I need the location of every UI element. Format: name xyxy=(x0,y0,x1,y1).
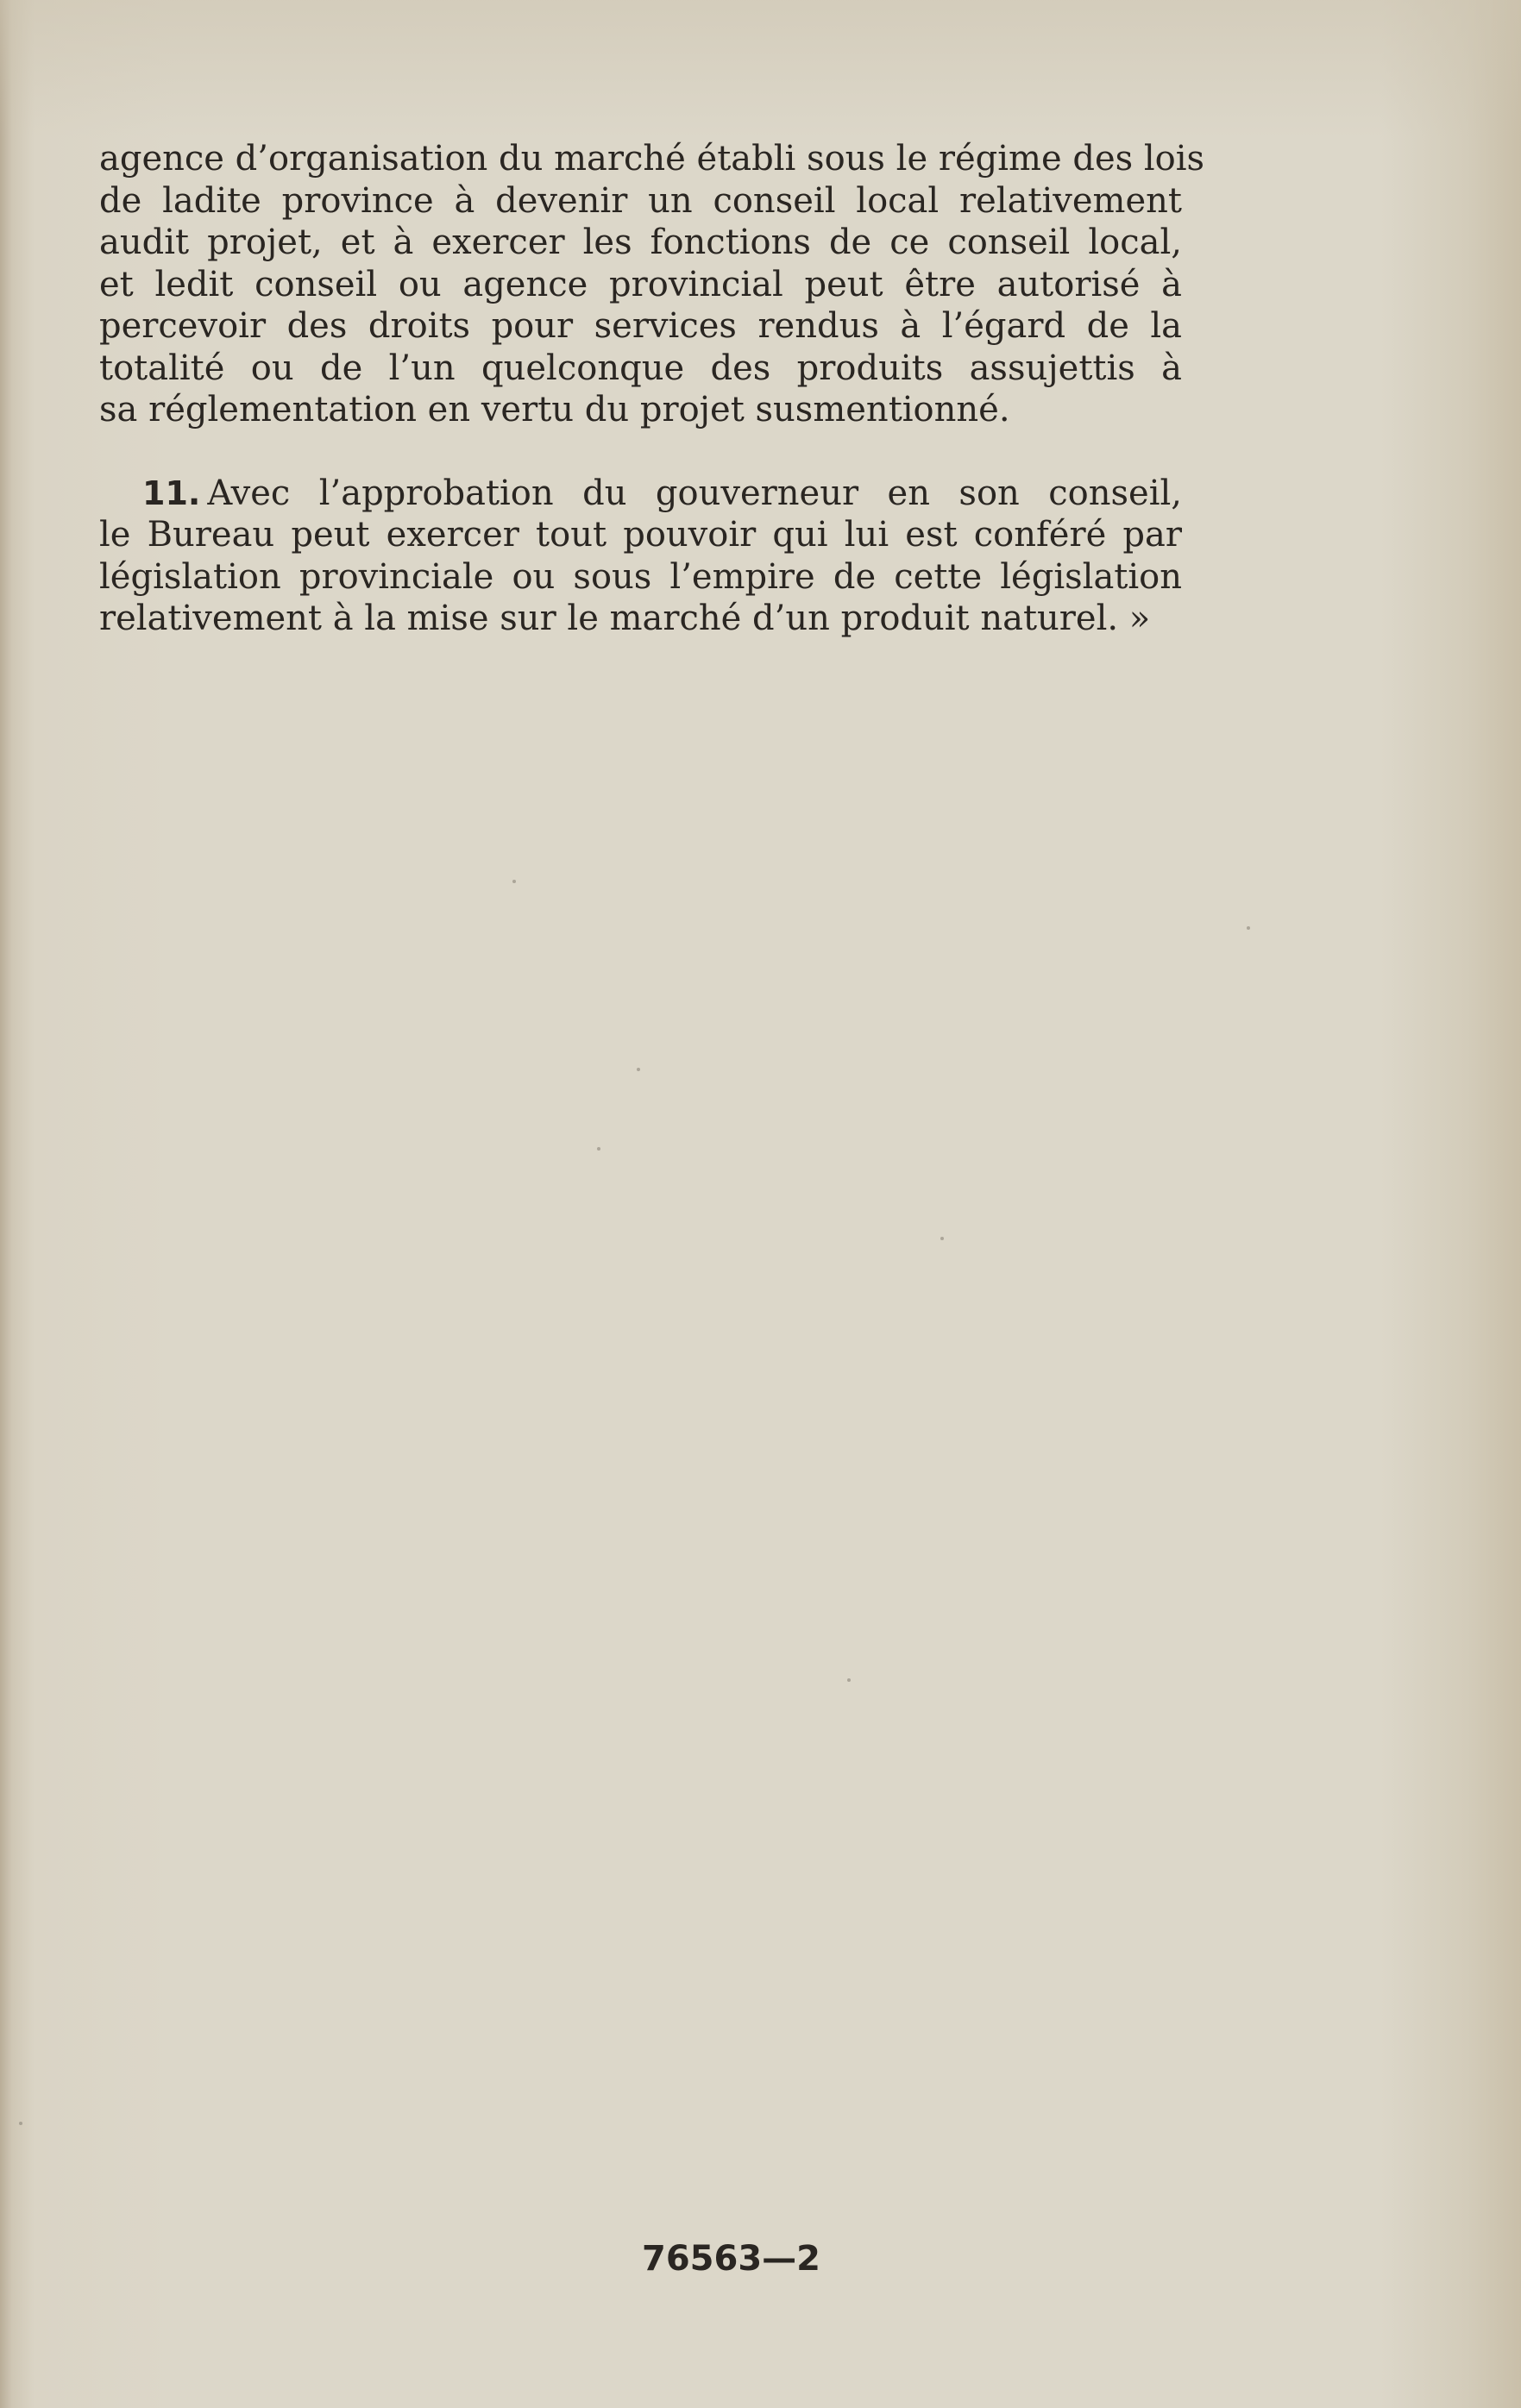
text-line: de ladite province à devenir un conseil local relativement xyxy=(99,180,1182,221)
page-footer-code xyxy=(0,2239,1521,2279)
text-line: le Bureau peut exercer tout pouvoir qui lui est conféré par xyxy=(99,515,1182,555)
text-line: percevoir des droits pour services rendus à l’égard de la xyxy=(99,306,1182,346)
text-line: totalité ou de l’un quelconque des produits assujettis à xyxy=(99,348,1182,388)
section-11-paragraph xyxy=(99,473,1182,640)
section-number: 11. xyxy=(142,473,201,512)
paper-speck xyxy=(847,1678,851,1682)
text-line xyxy=(99,473,1182,515)
paper-speck xyxy=(597,1147,600,1151)
paragraph-continuation xyxy=(99,138,1205,431)
text-line: et ledit conseil ou agence provincial peut être autorisé à xyxy=(99,264,1182,304)
print-code: 76563—2 xyxy=(642,2239,820,2279)
paper-speck xyxy=(940,1237,944,1240)
text-line: relativement à la mise sur le marché d’un produit naturel. » xyxy=(99,599,1151,638)
text-line: législation provinciale ou sous l’empire de cette législation xyxy=(99,556,1182,597)
text-line: agence d’organisation du marché établi sous le régime des lois xyxy=(99,139,1205,179)
paper-speck xyxy=(1247,926,1250,930)
paper-speck xyxy=(512,880,516,883)
body-text xyxy=(99,138,1205,640)
text-line: sa réglementation en vertu du projet susmentionné. xyxy=(99,390,1010,430)
text-line: audit projet, et à exercer les fonctions de ce conseil local, xyxy=(99,223,1182,262)
paper-speck xyxy=(19,2122,22,2125)
text-line-content: Avec l’approbation du gouverneur en son conseil, xyxy=(207,473,1182,513)
paper-speck xyxy=(637,1068,640,1071)
